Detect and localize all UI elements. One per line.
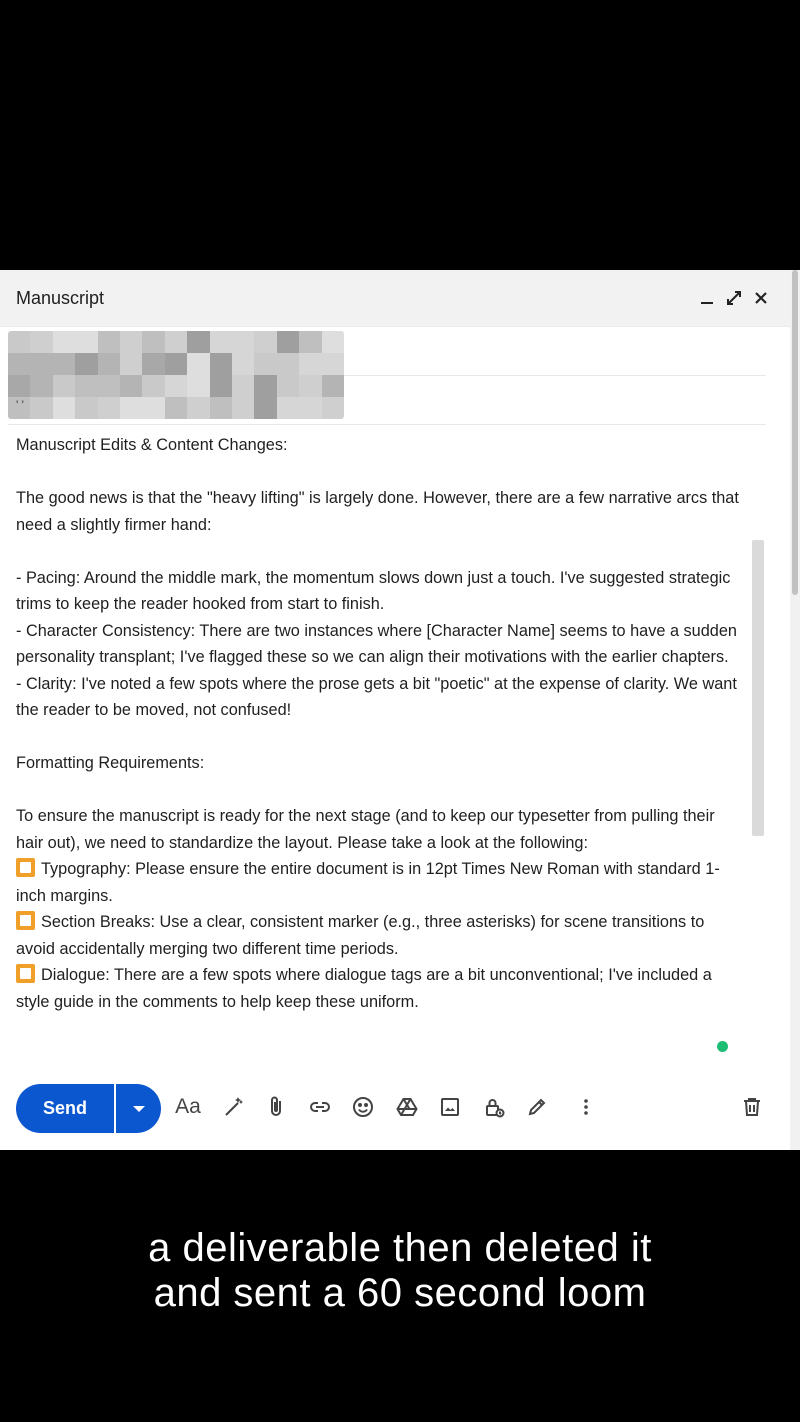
checklist-text: Typography: Please ensure the entire document is in 12pt Times New Roman with standard 1-inch margins. (16, 860, 720, 905)
body-line: Manuscript Edits & Content Changes: (16, 436, 288, 454)
discard-draft-icon[interactable] (737, 1092, 767, 1122)
drive-icon[interactable] (392, 1092, 422, 1122)
minimize-icon[interactable] (693, 286, 720, 310)
page-scrollbar-thumb[interactable] (792, 270, 798, 595)
attach-icon[interactable] (261, 1092, 291, 1122)
status-dot (717, 1041, 728, 1052)
send-options-button[interactable] (116, 1084, 161, 1133)
subject-divider (8, 424, 766, 425)
checkbox-icon (16, 858, 35, 877)
chevron-down-icon (132, 1105, 146, 1113)
close-icon[interactable] (747, 286, 774, 310)
redacted-recipients-image (8, 331, 344, 419)
checklist-item (16, 909, 744, 962)
message-body[interactable] (0, 430, 790, 1070)
formatting-icon: Aa (175, 1095, 201, 1118)
emoji-icon[interactable] (348, 1092, 378, 1122)
video-caption (0, 1226, 800, 1316)
checkbox-icon (16, 964, 35, 983)
formatting-button[interactable] (173, 1092, 203, 1122)
body-line: Formatting Requirements: (16, 754, 205, 772)
help-me-write-icon[interactable] (219, 1092, 249, 1122)
checklist-text: Dialogue: There are a few spots where dialogue tags are a bit unconventional; I've included a style guide in the comments to help keep these uniform. (16, 966, 712, 1011)
caption-line: a deliverable then deleted it (148, 1226, 652, 1270)
send-group (16, 1084, 161, 1133)
checklist-text: Section Breaks: Use a clear, consistent marker (e.g., three asterisks) for scene transitions to avoid accidentally merging two different time periods. (16, 913, 705, 958)
link-icon[interactable] (305, 1092, 335, 1122)
body-line: - Pacing: Around the middle mark, the momentum slows down just a touch. I've suggested strategic trims to keep the reader hooked from start to finish. (16, 568, 731, 613)
compose-title: Manuscript (16, 287, 105, 308)
body-scrollbar[interactable] (752, 540, 764, 836)
compose-window (0, 270, 790, 1150)
confidential-mode-icon[interactable] (479, 1092, 509, 1122)
caption-line: and sent a 60 second loom (153, 1271, 647, 1315)
checkbox-icon (16, 911, 35, 930)
insert-photo-icon[interactable] (435, 1092, 465, 1122)
body-line: To ensure the manuscript is ready for the next stage (and to keep our typesetter from pulling their hair out), we need to standardize the layout. Please take a look at the following: (16, 807, 715, 852)
body-line: - Clarity: I've noted a few spots where the prose gets a bit "poetic" at the expense of clarity. We want the reader to be moved, not confused! (16, 674, 737, 719)
send-button[interactable]: Send (16, 1084, 114, 1133)
body-line: The good news is that the "heavy lifting" is largely done. However, there are a few narrative arcs that need a slightly firmer hand: (16, 489, 739, 534)
compose-titlebar[interactable] (0, 270, 790, 327)
page-scrollbar[interactable] (790, 270, 800, 1150)
more-options-icon[interactable] (571, 1092, 601, 1122)
checklist-item (16, 856, 744, 909)
message-text[interactable] (16, 432, 744, 1015)
signature-icon[interactable] (522, 1092, 552, 1122)
body-line: - Character Consistency: There are two instances where [Character Name] seems to have a sudden personality transplant; I've flagged these so we can align their motivations with the earlier chapters. (16, 621, 737, 666)
recipients-area[interactable] (0, 327, 790, 425)
checklist-item (16, 962, 744, 1015)
compose-toolbar (0, 1080, 790, 1150)
expand-icon[interactable] (720, 286, 747, 310)
